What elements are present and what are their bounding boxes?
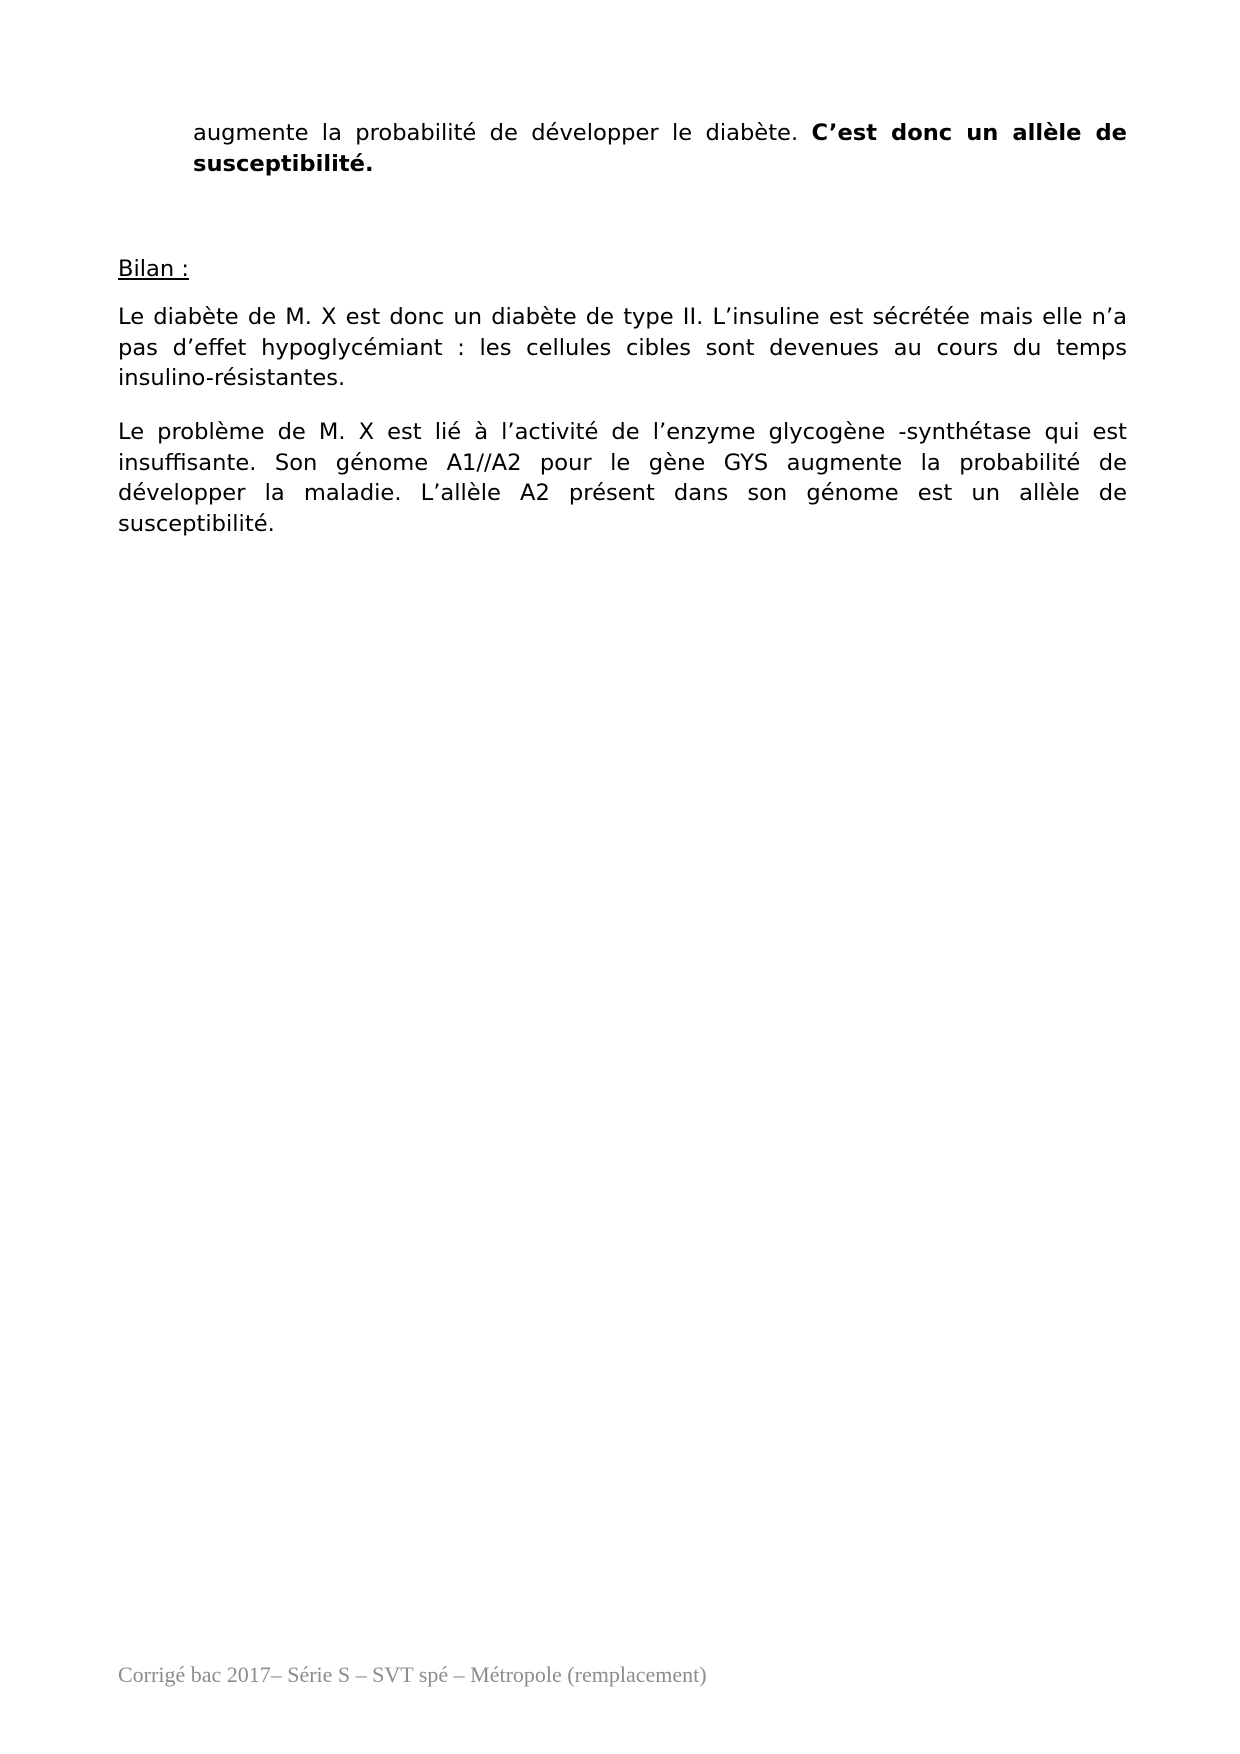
intro-paragraph — [193, 118, 1127, 179]
intro-conclusion: C’est donc un allèle de susceptibilité. — [193, 120, 1127, 177]
bilan-heading: Bilan : — [118, 256, 190, 282]
intro-text: augmente la probabilité de développer le diabète. — [193, 120, 812, 146]
bilan-paragraph-1: Le diabète de M. X est donc un diabète de type II. L’insuline est sécrétée mais elle n’a pas d’effet hypoglycémiant : les cellules cibles sont devenues au cours du temps insulino-résistantes. — [118, 304, 1127, 391]
page-footer: Corrigé bac 2017– Série S – SVT spé – Métropole (remplacement) — [118, 1662, 707, 1687]
bilan-paragraph-2: Le problème de M. X est lié à l’activité de l’enzyme glycogène -synthétase qui est insuffisante. Son génome A1//A2 pour le gène GYS augmente la probabilité de développer la maladie. L’allèle A2 présent dans son génome est un allèle de susceptibilité. — [118, 419, 1127, 537]
